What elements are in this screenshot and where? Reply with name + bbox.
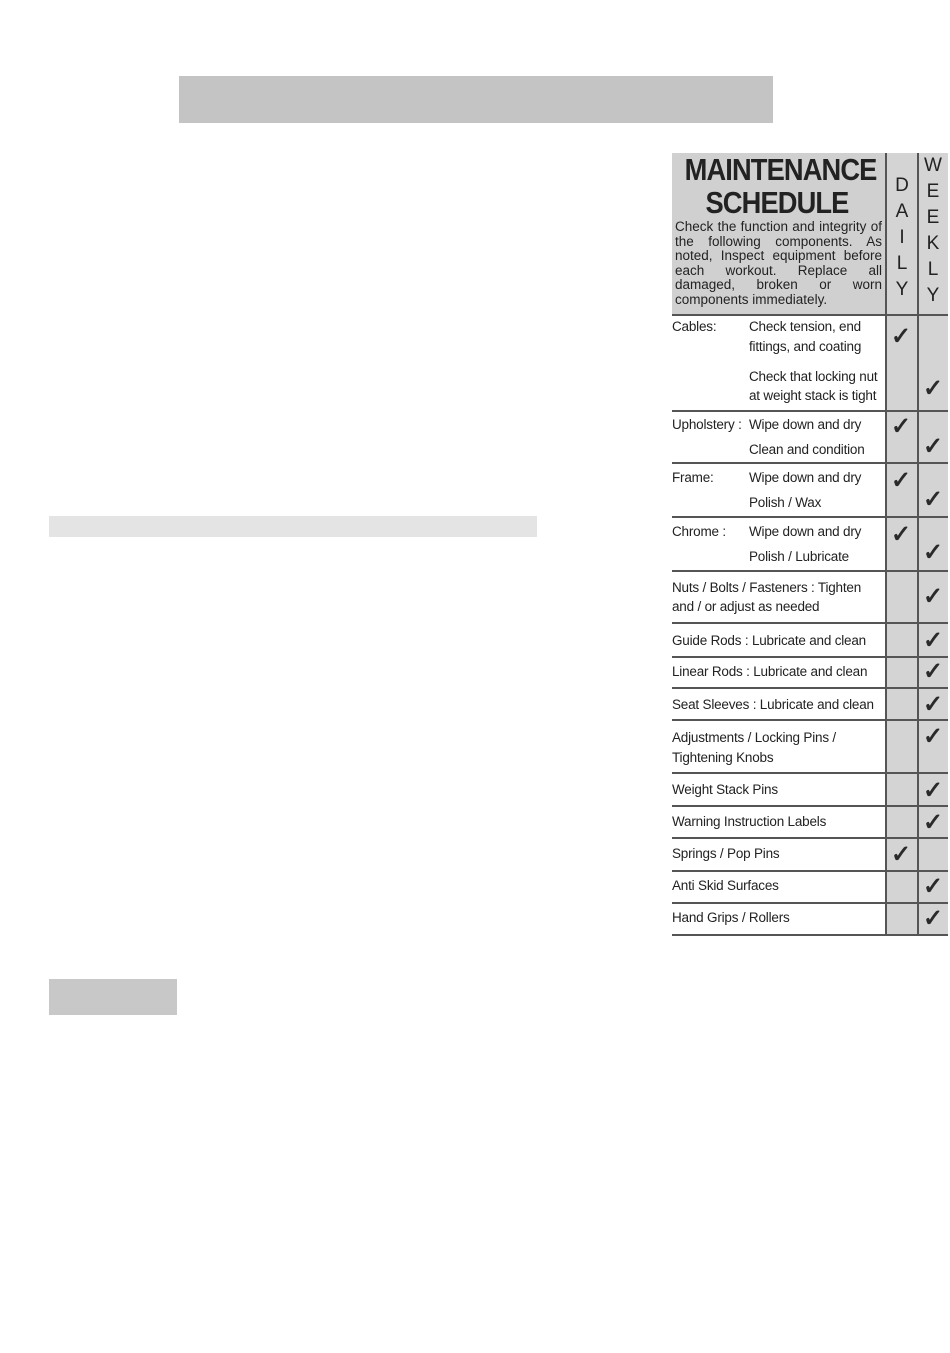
check-weekly: ✓: [922, 873, 944, 900]
row-label: Seat Sleeves : Lubricate and clean: [672, 697, 874, 712]
row-divider: [672, 410, 948, 412]
header-letter: Y: [895, 279, 909, 300]
row-label: Linear Rods : Lubricate and clean: [672, 664, 868, 679]
row-divider: [672, 622, 948, 624]
header-letter: L: [896, 253, 908, 274]
row-action: Wipe down and dry: [749, 524, 862, 539]
check-daily: ✓: [890, 521, 912, 548]
header-letter: L: [927, 259, 939, 280]
row-divider: [672, 719, 948, 721]
header-letter: E: [926, 207, 940, 228]
row-label: Frame:: [672, 470, 714, 485]
check-weekly: ✓: [922, 905, 944, 932]
row-label: Anti Skid Surfaces: [672, 878, 779, 893]
subsection-bar: [49, 516, 537, 537]
row-action: at weight stack is tight: [749, 388, 877, 403]
row-action: Check tension, end: [749, 319, 861, 334]
label-bar: [49, 979, 177, 1015]
row-label: and / or adjust as needed: [672, 599, 820, 614]
check-weekly: ✓: [922, 539, 944, 566]
row-divider: [672, 772, 948, 774]
check-weekly: ✓: [922, 809, 944, 836]
row-label: Nuts / Bolts / Fasteners : Tighten: [672, 580, 862, 595]
row-label: Adjustments / Locking Pins /: [672, 730, 836, 745]
check-weekly: ✓: [922, 658, 944, 685]
row-label: Cables:: [672, 319, 717, 334]
header-letter: E: [926, 181, 940, 202]
maintenance-schedule-table: [672, 153, 948, 936]
check-weekly: ✓: [922, 691, 944, 718]
row-divider: [672, 934, 948, 936]
row-action: Wipe down and dry: [749, 470, 862, 485]
row-divider: [672, 516, 948, 518]
divider: [917, 153, 919, 934]
row-action: Clean and condition: [749, 442, 865, 457]
row-action: Polish / Wax: [749, 495, 822, 510]
check-weekly: ✓: [922, 627, 944, 654]
row-divider: [672, 805, 948, 807]
row-label: Hand Grips / Rollers: [672, 910, 790, 925]
schedule-title-line1: MAINTENANCE: [684, 152, 877, 187]
daily-header: [891, 173, 913, 303]
check-weekly: ✓: [922, 777, 944, 804]
check-daily: ✓: [890, 413, 912, 440]
divider: [885, 153, 887, 934]
schedule-title-line2: SCHEDULE: [705, 185, 849, 220]
weekly-header: [922, 153, 944, 309]
check-daily: ✓: [890, 841, 912, 868]
row-action: Wipe down and dry: [749, 417, 862, 432]
row-label: Springs / Pop Pins: [672, 846, 780, 861]
row-label: Upholstery :: [672, 417, 742, 432]
row-label: Tightening Knobs: [672, 750, 774, 765]
row-divider: [672, 837, 948, 839]
row-divider: [672, 902, 948, 904]
header-letter: I: [899, 227, 905, 248]
check-weekly: ✓: [922, 433, 944, 460]
header-letter: K: [926, 233, 940, 254]
header-letter: Y: [926, 285, 940, 306]
check-weekly: ✓: [922, 583, 944, 610]
row-divider: [672, 687, 948, 689]
row-label: Warning Instruction Labels: [672, 814, 827, 829]
row-action: Polish / Lubricate: [749, 549, 849, 564]
row-divider: [672, 314, 948, 316]
row-action: Check that locking nut: [749, 369, 878, 384]
row-divider: [672, 462, 948, 464]
header-letter: W: [924, 155, 942, 176]
check-daily: ✓: [890, 467, 912, 494]
header-letter: D: [895, 175, 909, 196]
section-header-bar: [179, 76, 773, 123]
check-weekly: ✓: [922, 375, 944, 402]
check-weekly: ✓: [922, 723, 944, 750]
header-letter: A: [895, 201, 909, 222]
row-label: Chrome :: [672, 524, 726, 539]
row-divider: [672, 570, 948, 572]
row-action: fittings, and coating: [749, 339, 862, 354]
row-divider: [672, 656, 948, 658]
row-divider: [672, 870, 948, 872]
check-daily: ✓: [890, 323, 912, 350]
row-label: Weight Stack Pins: [672, 782, 778, 797]
check-weekly: ✓: [922, 486, 944, 513]
row-label: Guide Rods : Lubricate and clean: [672, 633, 866, 648]
schedule-description: Check the function and integrity of the following components. As noted, Inspect equipment before each workout. Replace all damaged, broken or worn components immediately.: [675, 219, 882, 307]
